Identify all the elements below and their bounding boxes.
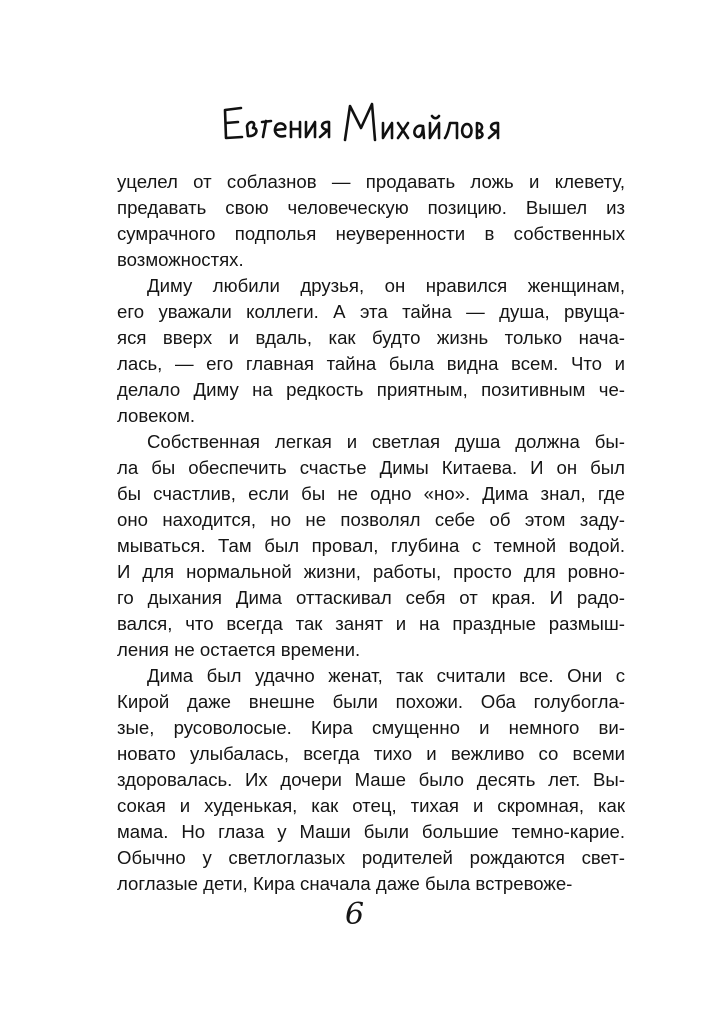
body-text xyxy=(117,169,625,897)
text-line: вался, что всегда так занят и на праздные размыш- xyxy=(117,613,625,634)
text-line: лась, — его главная тайна была видна всем. Что и xyxy=(117,353,625,374)
paragraph xyxy=(117,273,625,429)
page-number: 6 xyxy=(344,897,365,932)
text-line: делало Диму на редкость приятным, позитивным че- xyxy=(117,379,625,400)
text-line: возможностях. xyxy=(117,249,244,270)
text-line: сумрачного подполья неуверенности в собственных xyxy=(117,223,625,244)
text-line: ления не остается времени. xyxy=(117,639,361,660)
paragraph xyxy=(117,429,625,663)
text-line: яся вверх и вдаль, как будто жизнь только нача- xyxy=(117,327,625,348)
text-line: предавать свою человеческую позицию. Вышел из xyxy=(117,197,625,218)
text-line: зые, русоволосые. Кира смущенно и немного ви- xyxy=(117,717,625,738)
text-line: оно находится, но не позволял себе об этом заду- xyxy=(117,509,625,530)
text-line: мываться. Там был провал, глубина с темной водой. xyxy=(117,535,625,556)
text-line: ловеком. xyxy=(117,405,196,426)
text-line: Дима был удачно женат, так считали все. Они с xyxy=(147,665,625,686)
author-signature-logo xyxy=(205,88,505,158)
paragraph xyxy=(117,169,625,273)
text-line: логлазые дети, Кира сначала даже была встревоже- xyxy=(117,873,573,894)
text-line: мама. Но глаза у Маши были большие темно-карие. xyxy=(117,821,625,842)
text-line: уцелел от соблазнов — продавать ложь и клевету, xyxy=(117,171,625,192)
text-line: го дыхания Дима оттаскивал себя от края. И радо- xyxy=(117,587,625,608)
running-head-author xyxy=(0,88,709,158)
text-line: ла бы обеспечить счастье Димы Китаева. И он был xyxy=(117,457,625,478)
text-line: И для нормальной жизни, работы, просто для ровно- xyxy=(117,561,625,582)
paragraph xyxy=(117,663,625,897)
text-line: новато улыбалась, всегда тихо и вежливо со всеми xyxy=(117,743,625,764)
text-line: Обычно у светлоглазых родителей рождаются свет- xyxy=(117,847,625,868)
text-line: Кирой даже внешне были похожи. Оба голубогла- xyxy=(117,691,625,712)
text-line: Собственная легкая и светлая душа должна бы- xyxy=(147,431,625,452)
text-line: Диму любили друзья, он нравился женщинам, xyxy=(147,275,625,296)
text-line: сокая и худенькая, как отец, тихая и скромная, как xyxy=(117,795,625,816)
text-line: его уважали коллеги. А эта тайна — душа, рвуща- xyxy=(117,301,625,322)
text-line: бы счастлив, если бы не одно «но». Дима знал, где xyxy=(117,483,625,504)
text-line: здоровалась. Их дочери Маше было десять лет. Вы- xyxy=(117,769,625,790)
